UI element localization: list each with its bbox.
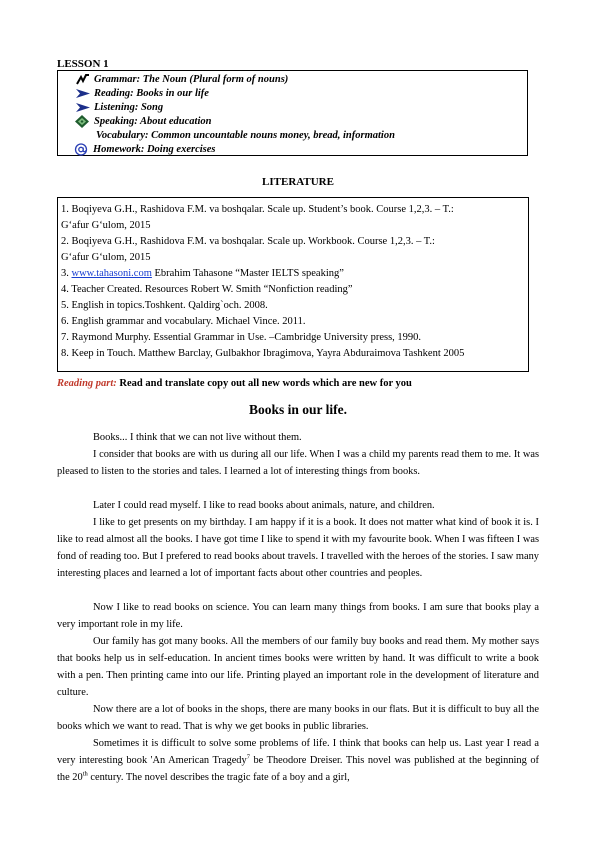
essay-paragraph-last [57, 735, 539, 786]
footnote-marker: 7 [246, 753, 250, 761]
lesson-item-text: Reading: Books in our life [94, 88, 209, 99]
essay-paragraph: Our family has got many books. All the members of our family buy books and read them. My mother says that books help us in self-education. In ancient times books were written by hand. It was difficult to write a book with a pen. Then printing came into our life. Printing played an important role in the development of literature and culture. [57, 636, 539, 699]
arrow-right-icon [75, 87, 91, 100]
literature-title: LITERATURE [262, 176, 334, 188]
literature-line: G‘afur G‘ulom, 2015 [61, 252, 151, 263]
lesson-item-text: Speaking: About education [94, 116, 212, 127]
literature-line-3 [61, 267, 344, 280]
pencil-icon [75, 73, 91, 86]
literature-line: 6. English grammar and vocabulary. Michael Vince. 2011. [61, 316, 306, 327]
ordinal-suffix: th [82, 770, 88, 778]
essay-text: Sometimes it is difficult to solve some problems of life. I think that books can help us. Last year I read a very interesting book 'An American Tragedy [57, 738, 539, 767]
literature-line-rest: Ebrahim Tahasone “Master IELTS speaking” [151, 268, 344, 279]
literature-line: 1. Boqiyeva G.H., Rashidova F.M. va boshqalar. Scale up. Student’s book. Course 1,2,3. – T.: [61, 204, 454, 215]
tahasoni-link[interactable]: www.tahasoni.com [71, 268, 152, 279]
literature-line: 4. Teacher Created. Resources Robert W. Smith “Nonfiction reading” [61, 284, 353, 295]
essay-paragraph: I consider that books are with us during all our life. When I was a child my parents read them to me. It was pleased to listen to the stories and tales. I learned a lot of interesting things from books. [57, 449, 539, 478]
literature-line: 7. Raymond Murphy. Essential Grammar in Use. –Cambridge University press, 1990. [61, 332, 422, 343]
reading-instruction [57, 378, 412, 389]
arrow-right-icon [75, 101, 91, 114]
literature-line: 5. English in topics.Toshkent. Qaldirg`och. 2008. [61, 300, 268, 311]
essay-paragraph: Later I could read myself. I like to read books about animals, nature, and children. [93, 500, 435, 511]
lesson-plan-box [57, 70, 528, 156]
lesson-item-text: Homework: Doing exercises [93, 144, 216, 155]
lesson-item-text: Grammar: The Noun (Plural form of nouns) [94, 74, 289, 85]
at-sign-icon [73, 143, 89, 156]
literature-line: 2. Boqiyeva G.H., Rashidova F.M. va boshqalar. Scale up. Workbook. Course 1,2,3. – T.: [61, 236, 435, 247]
reading-part-label: Reading part: [57, 378, 117, 389]
lesson-item-text: Vocabulary: Common uncountable nouns money, bread, information [96, 130, 395, 141]
essay-paragraph: Books... I think that we can not live without them. [93, 432, 302, 443]
lesson-item-text: Listening: Song [94, 102, 164, 113]
lesson-title: LESSON 1 [57, 58, 109, 70]
essay-paragraph: Now I like to read books on science. You can learn many things from books. I am sure that books play a very important role in my life. [57, 602, 539, 631]
literature-line: 8. Keep in Touch. Matthew Barclay, Gulbakhor Ibragimova, Yayra Abduraimova Tashkent 2005 [61, 348, 465, 359]
literature-line: G‘afur G‘ulom, 2015 [61, 220, 151, 231]
diamond-icon [74, 115, 90, 128]
essay-text: century. The novel describes the tragic fate of a boy and a girl, [87, 772, 350, 784]
reading-instruction-text: Read and translate copy out all new words which are new for you [116, 378, 412, 389]
literature-box [57, 197, 529, 372]
literature-line-prefix: 3. [61, 268, 72, 279]
essay-paragraph: Now there are a lot of books in the shops, there are many books in our flats. But it is difficult to buy all the books which we want to read. That is why we get books in public libraries. [57, 704, 539, 733]
essay-title: Books in our life. [248, 402, 348, 417]
essay-text: be Theodore Dreiser. This novel was published at the beginning of the 20 [57, 755, 539, 784]
essay-paragraph: I like to get presents on my birthday. I am happy if it is a book. It does not matter what kind of book it is. I like to read almost all the books. I have got time I like to spend it with my favourite book. When I was fifteen I was fond of reading too. But I prefered to read books about travels. I travelled with the heroes of the stories. I saw many interesting places and learned a lot of important facts about other countries and peoples. [57, 517, 539, 580]
